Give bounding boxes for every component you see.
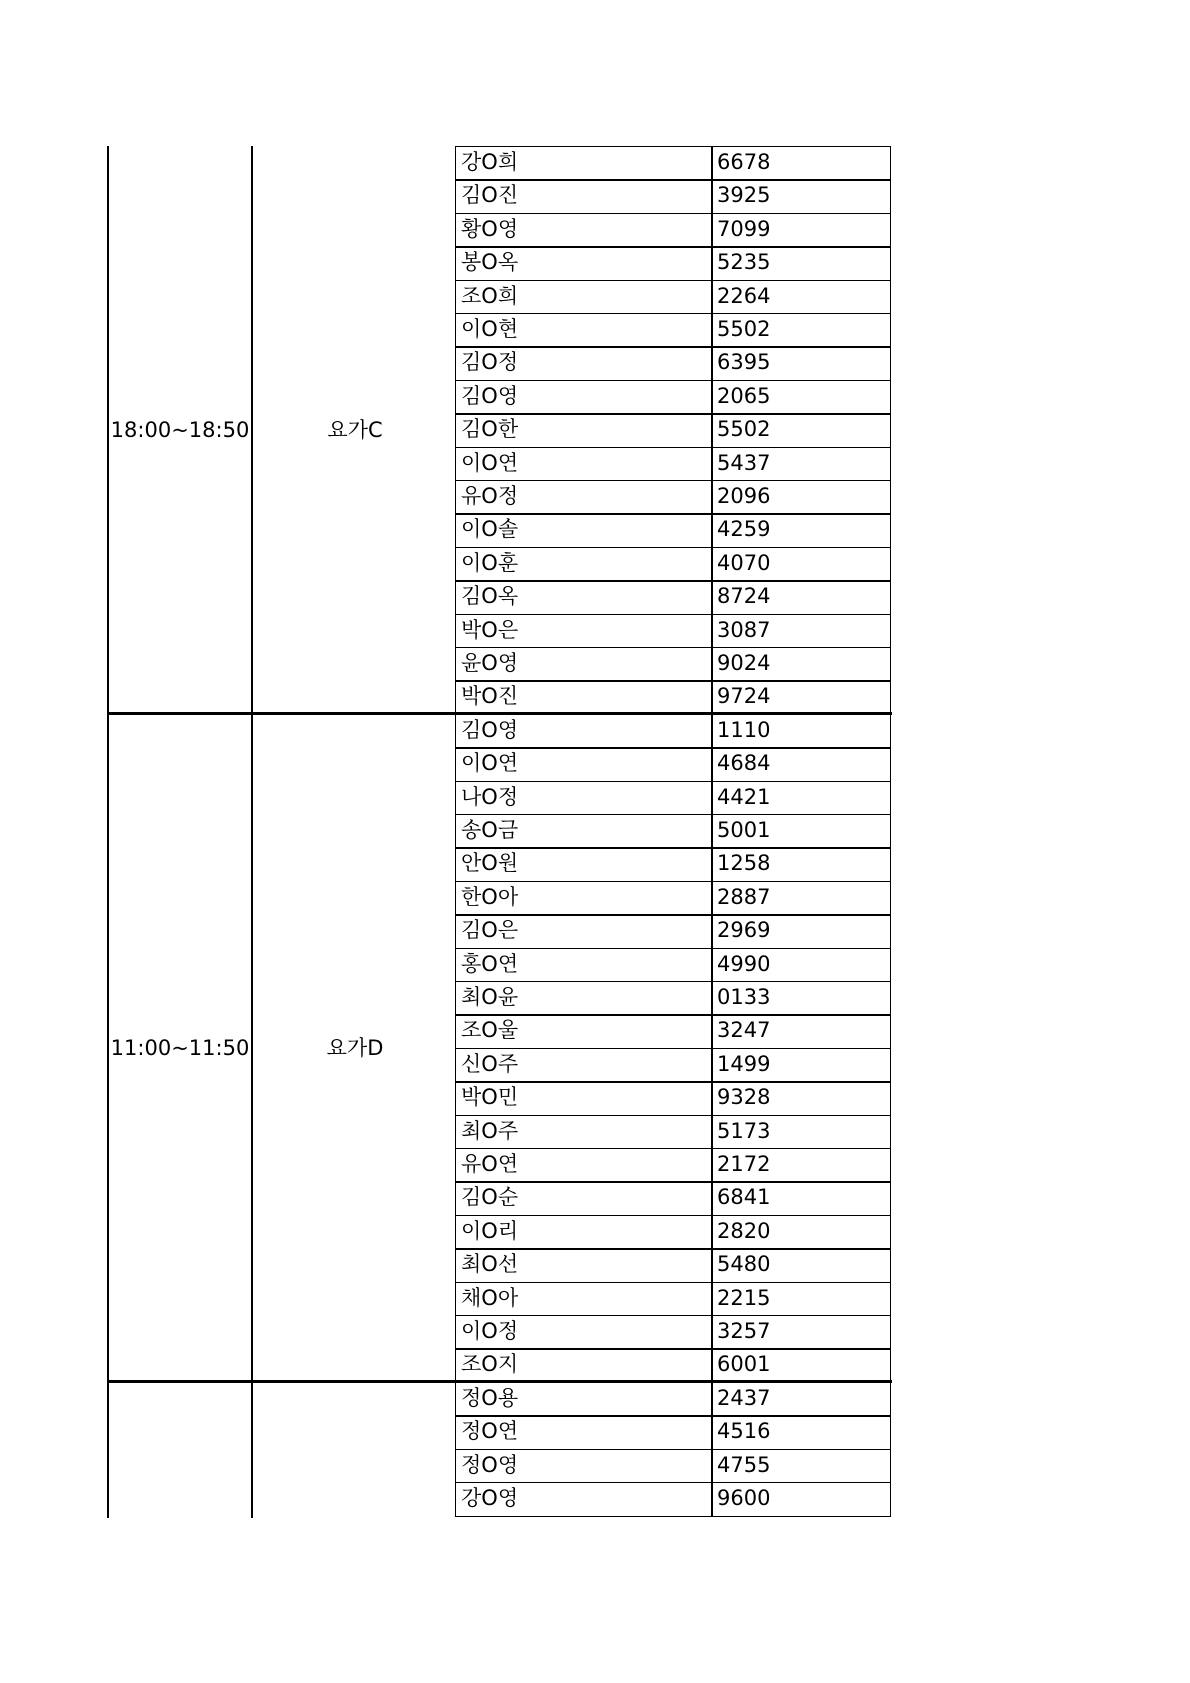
- member-name: 이O연: [455, 447, 713, 482]
- member-name: 김O한: [455, 413, 713, 448]
- member-name: 이O현: [455, 313, 713, 348]
- member-name: 황O영: [455, 213, 713, 248]
- member-name: 최O윤: [455, 981, 713, 1016]
- member-name: 김O정: [455, 346, 713, 381]
- member-code: 9024: [711, 647, 891, 682]
- member-name: 윤O영: [455, 647, 713, 682]
- member-code: 1110: [711, 714, 891, 749]
- member-name: 한O아: [455, 881, 713, 916]
- member-code: 0133: [711, 981, 891, 1016]
- member-name: 강O희: [455, 146, 713, 181]
- member-name: 홍O연: [455, 948, 713, 983]
- member-name: 나O정: [455, 781, 713, 816]
- member-name: 박O진: [455, 680, 713, 715]
- member-code: 3087: [711, 614, 891, 649]
- member-name: 봉O옥: [455, 246, 713, 281]
- member-code: 2264: [711, 280, 891, 315]
- member-name: 정O용: [455, 1382, 713, 1417]
- member-name: 최O주: [455, 1115, 713, 1150]
- member-name: 안O원: [455, 847, 713, 882]
- member-code: 9724: [711, 680, 891, 715]
- member-code: 5502: [711, 413, 891, 448]
- member-name: 조O울: [455, 1014, 713, 1049]
- member-code: 4259: [711, 513, 891, 548]
- member-code: 8724: [711, 580, 891, 615]
- member-code: 4684: [711, 747, 891, 782]
- member-code: 2215: [711, 1282, 891, 1317]
- member-code: 5173: [711, 1115, 891, 1150]
- member-name: 신O주: [455, 1048, 713, 1083]
- time-slot: 11:00~11:50: [110, 1035, 250, 1060]
- member-name: 김O옥: [455, 580, 713, 615]
- member-name: 김O진: [455, 179, 713, 214]
- member-code: 2172: [711, 1148, 891, 1183]
- member-name: 박O민: [455, 1081, 713, 1116]
- member-name: 이O훈: [455, 547, 713, 582]
- member-name: 이O솔: [455, 513, 713, 548]
- member-code: 5437: [711, 447, 891, 482]
- member-name: 박O은: [455, 614, 713, 649]
- member-code: 3247: [711, 1014, 891, 1049]
- member-name: 이O리: [455, 1215, 713, 1250]
- member-code: 5001: [711, 814, 891, 849]
- member-code: 5480: [711, 1248, 891, 1283]
- member-code: 4070: [711, 547, 891, 582]
- member-code: 2820: [711, 1215, 891, 1250]
- member-code: 1258: [711, 847, 891, 882]
- column-divider: [251, 146, 253, 1518]
- member-code: 3257: [711, 1315, 891, 1350]
- left-border: [107, 146, 109, 1518]
- member-code: 4516: [711, 1415, 891, 1450]
- member-name: 채O아: [455, 1282, 713, 1317]
- member-code: 5235: [711, 246, 891, 281]
- member-code: 4755: [711, 1449, 891, 1484]
- member-code: 2887: [711, 881, 891, 916]
- member-name: 김O영: [455, 380, 713, 415]
- member-code: 2096: [711, 480, 891, 515]
- member-name: 김O영: [455, 714, 713, 749]
- member-name: 정O연: [455, 1415, 713, 1450]
- member-code: 9328: [711, 1081, 891, 1116]
- member-code: 6678: [711, 146, 891, 181]
- member-code: 6841: [711, 1181, 891, 1216]
- member-code: 3925: [711, 179, 891, 214]
- class-name: 요가C: [327, 417, 383, 442]
- member-code: 9600: [711, 1482, 891, 1517]
- class-name: 요가D: [326, 1035, 384, 1060]
- member-name: 조O지: [455, 1348, 713, 1383]
- member-code: 6395: [711, 346, 891, 381]
- member-name: 송O금: [455, 814, 713, 849]
- member-code: 4421: [711, 781, 891, 816]
- member-code: 7099: [711, 213, 891, 248]
- member-code: 1499: [711, 1048, 891, 1083]
- member-name: 이O정: [455, 1315, 713, 1350]
- member-name: 정O영: [455, 1449, 713, 1484]
- member-code: 2969: [711, 914, 891, 949]
- member-name: 김O은: [455, 914, 713, 949]
- member-name: 이O연: [455, 747, 713, 782]
- time-slot: 18:00~18:50: [110, 417, 250, 442]
- member-code: 4990: [711, 948, 891, 983]
- member-name: 유O정: [455, 480, 713, 515]
- member-code: 2065: [711, 380, 891, 415]
- member-name: 유O연: [455, 1148, 713, 1183]
- member-code: 6001: [711, 1348, 891, 1383]
- member-name: 강O영: [455, 1482, 713, 1517]
- member-code: 2437: [711, 1382, 891, 1417]
- member-name: 최O선: [455, 1248, 713, 1283]
- member-name: 김O순: [455, 1181, 713, 1216]
- member-code: 5502: [711, 313, 891, 348]
- member-name: 조O희: [455, 280, 713, 315]
